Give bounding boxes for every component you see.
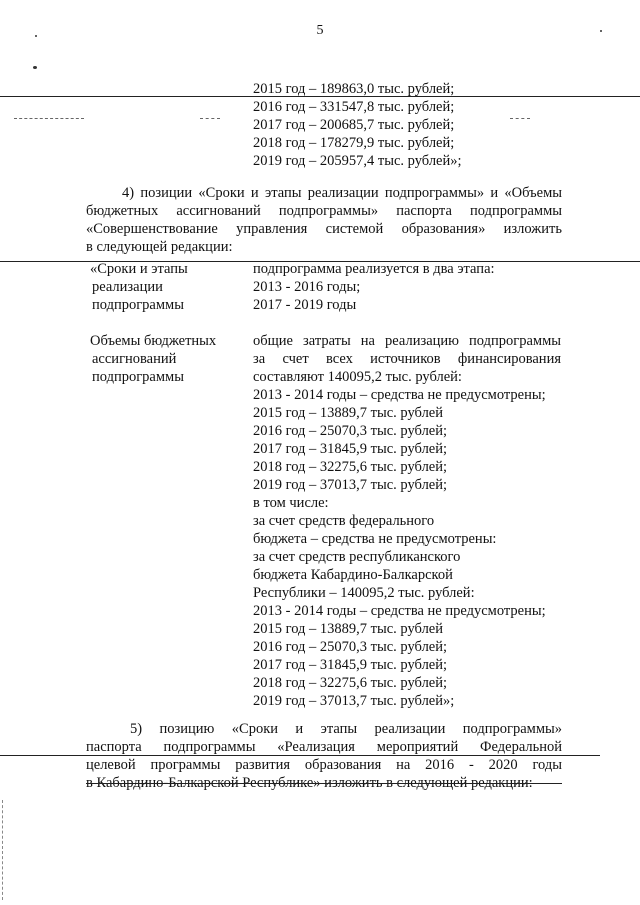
value-line: 2016 год – 25070,3 тыс. рублей; (253, 423, 448, 439)
label-line: подпрограммы (92, 297, 184, 313)
row-value-budget (253, 332, 561, 710)
paragraph-4 (86, 184, 562, 256)
value-line: Республики – 140095,2 тыс. рублей: (253, 585, 475, 601)
budget-line: 2016 год – 331547,8 тыс. рублей; (253, 99, 455, 115)
value-line: 2018 год – 32275,6 тыс. рублей; (253, 675, 448, 691)
table-border-line (200, 118, 220, 119)
scan-speck (35, 35, 37, 37)
value-line: 2019 год – 37013,7 тыс. рублей; (253, 477, 448, 493)
label-line: Объемы бюджетных (90, 333, 217, 349)
paragraph-line: бюджетных ассигнований подпрограммы» паспорта подпрограммы (86, 203, 562, 219)
label-line: ассигнований (92, 351, 177, 367)
paragraph-line: в следующей редакции: (86, 239, 233, 255)
scan-speck (600, 30, 602, 32)
row-label-stages (90, 260, 240, 314)
value-line: 2015 год – 13889,7 тыс. рублей (253, 405, 444, 421)
value-line: в том числе: (253, 495, 329, 511)
table-border-line (14, 118, 84, 119)
value-line: 2016 год – 25070,3 тыс. рублей; (253, 639, 448, 655)
value-line: 2013 - 2014 годы – средства не предусмотрены; (253, 387, 546, 403)
value-line: бюджета Кабардино-Балкарской (253, 567, 453, 583)
value-line: за счет всех источников финансирования (253, 351, 561, 367)
label-line: реализации (92, 279, 163, 295)
paragraph-line: в Кабардино-Балкарской Республике» изложить в следующей редакции: (86, 774, 562, 792)
value-line: за счет средств республиканского (253, 549, 461, 565)
value-line: бюджета – средства не предусмотрены: (253, 531, 497, 547)
budget-line: 2019 год – 205957,4 тыс. рублей»; (253, 153, 462, 169)
budget-line: 2015 год – 189863,0 тыс. рублей; (253, 81, 455, 97)
label-line: подпрограммы (92, 369, 184, 385)
paragraph-line: целевой программы развития образования на 2016 - 2020 годы (86, 757, 562, 773)
paragraph-5 (86, 720, 562, 792)
budget-line: 2017 год – 200685,7 тыс. рублей; (253, 117, 455, 133)
paragraph-line: 5) позицию «Сроки и этапы реализации подпрограммы» (130, 721, 562, 737)
value-line: 2017 - 2019 годы (253, 297, 357, 313)
value-line: 2017 год – 31845,9 тыс. рублей; (253, 441, 448, 457)
value-line: 2018 год – 32275,6 тыс. рублей; (253, 459, 448, 475)
value-line: составляют 140095,2 тыс. рублей: (253, 369, 462, 385)
row-value-stages (253, 260, 561, 314)
value-line: 2017 год – 31845,9 тыс. рублей; (253, 657, 448, 673)
value-line: общие затраты на реализацию подпрограммы (253, 333, 561, 349)
table-border-line (510, 118, 530, 119)
paragraph-line: паспорта подпрограммы «Реализация мероприятий Федеральной (86, 739, 562, 755)
scan-speck (33, 66, 37, 69)
paragraph-line: «Совершенствование управления системой образования» изложить (86, 221, 562, 237)
table-border-line (0, 755, 600, 756)
budget-line: 2018 год – 178279,9 тыс. рублей; (253, 135, 455, 151)
value-line: 2013 - 2016 годы; (253, 279, 361, 295)
scan-edge-mark (2, 800, 3, 900)
value-line: 2015 год – 13889,7 тыс. рублей (253, 621, 444, 637)
value-line: 2019 год – 37013,7 тыс. рублей»; (253, 693, 455, 709)
page-number: 5 (316, 23, 324, 38)
paragraph-line: 4) позиции «Сроки и этапы реализации подпрограммы» и «Объемы (122, 185, 562, 201)
value-line: за счет средств федерального (253, 513, 435, 529)
budget-list-top (253, 80, 462, 170)
label-line: «Сроки и этапы (90, 261, 188, 277)
value-line: 2013 - 2014 годы – средства не предусмотрены; (253, 603, 546, 619)
value-line: подпрограмма реализуется в два этапа: (253, 261, 495, 277)
row-label-budget (90, 332, 240, 386)
